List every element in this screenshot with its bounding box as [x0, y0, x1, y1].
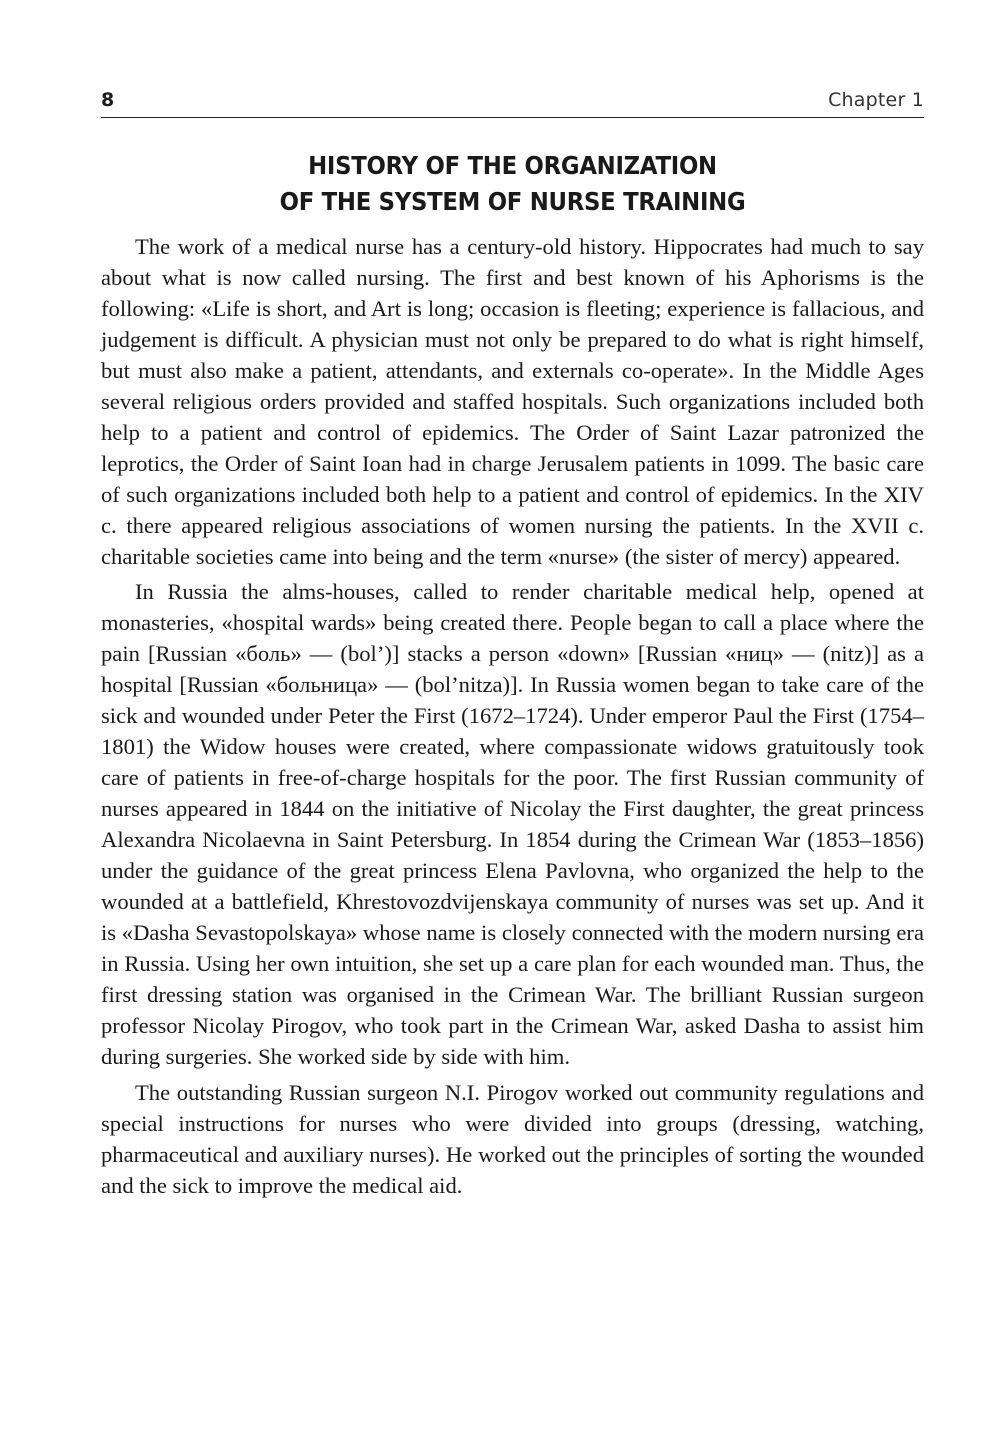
paragraph-1: The work of a medical nurse has a century-old history. Hippocrates had much to say about what is now called nursing. The first and best known of his Aphorisms is the following: «Life is short, and Art is long; occasion is fleeting; experience is fallacious, and judgement is difficult. A physician must not only be prepared to do what is right himself, but must also make a patient, attendants, and externals co-operate». In the Middle Ages several religious orders provided and staffed hospitals. Such organizations included both help to a patient and control of epidemics. The Order of Saint Lazar patronized the leprotics, the Order of Saint Ioan had in charge Jerusalem patients in 1099. The basic care of such organizations included both help to a patient and control of epidemics. In the XIV c. there appeared religious associations of women nursing the patients. In the XVII c. charitable societies came into being and the term «nurse» (the sister of mercy) appeared.	[101, 234, 924, 569]
paragraph-3: The outstanding Russian surgeon N.I. Pirogov worked out community regulations and special instructions for nurses who were divided into groups (dressing, watching, pharmaceutical and auxiliary nurses). He worked out the principles of sorting the wounded and the sick to improve the medical aid.	[101, 1079, 924, 1198]
body-text	[101, 232, 924, 1202]
page-number: 8	[101, 89, 115, 111]
chapter-label: Chapter 1	[828, 89, 924, 111]
section-title	[130, 148, 895, 220]
paragraph-2: In Russia the alms-houses, called to render charitable medical help, opened at monasteries, «hospital wards» being created there. People began to call a place where the pain [Russian «боль» — (bol’)] stacks a person «down» [Russian «ниц» — (nitz)] as a hospital [Russian «больница» — (bol’nitza)]. In Russia women began to take care of the sick and wounded under Peter the First (1672–1724). Under emperor Paul the First (1754–1801) the Widow houses were created, where compassionate widows gratuitously took care of patients in free-of-charge hospitals for the poor. The first Russian community of nurses appeared in 1844 on the initiative of Nicolay the First daughter, the great princess Alexandra Nicolaevna in Saint Petersburg. In 1854 during the Crimean War (1853–1856) under the guidance of the great princess Elena Pavlovna, who organized the help to the wounded at a battlefield, Khrestovozdvijenskaya community of nurses was set up. And it is «Dasha Sevastopolskaya» whose name is closely connected with the modern nursing era in Russia. Using her own intuition, she set up a care plan for each wounded man. Thus, the first dressing station was organised in the Crimean War. The brilliant Russian surgeon professor Nicolay Pirogov, who took part in the Crimean War, asked Dasha to assist him during surgeries. She worked side by side with him.	[101, 579, 924, 1069]
book-page	[101, 88, 924, 1202]
section-title-line-1: HISTORY OF THE ORGANIZATION	[308, 151, 717, 180]
running-header	[101, 88, 924, 118]
section-title-line-2: OF THE SYSTEM OF NURSE TRAINING	[279, 187, 746, 216]
